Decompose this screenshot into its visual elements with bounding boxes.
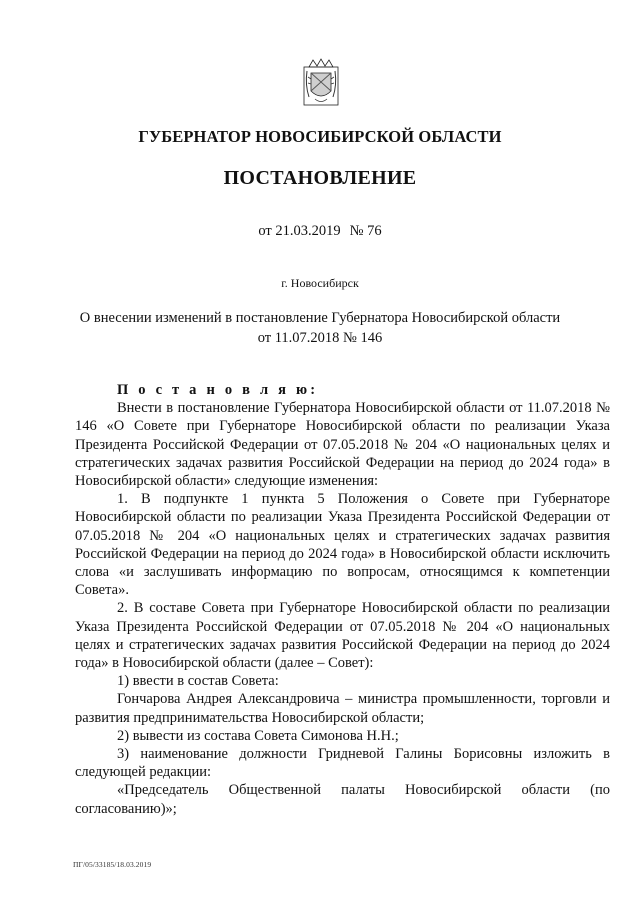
document-date-number [0,223,640,240]
subject-line: О внесении изменений в постановление Губернатора Новосибирской области [79,310,561,326]
document-code: ПГ/05/33185/18.03.2019 [73,860,152,869]
document-type: ПОСТАНОВЛЕНИЕ [223,167,417,189]
document-date: от 21.03.2019 [258,223,341,239]
document-number: № 76 [349,223,382,239]
body-paragraph: 2) вывести из состава Совета Симонова Н.Н.; [117,727,399,744]
body-paragraph: 1) ввести в состав Совета: [117,673,279,690]
body-paragraph: 2. В составе Совета при Губернаторе Новосибирской области по реализации Указа Президента Российской Федерации от 07.05.2018 № 204 «О национальных целях и стратегических задачах развития Российской Федерации на период до 2024 года» в Новосибирской области (далее – Совет): [75,600,610,672]
document-subject [0,308,640,348]
document-city: г. Новосибирск [281,276,359,290]
issuing-authority: ГУБЕРНАТОР НОВОСИБИРСКОЙ ОБЛАСТИ [138,127,502,146]
coat-of-arms-icon [303,57,339,107]
body-paragraph: Внести в постановление Губернатора Новосибирской области от 11.07.2018 № 146 «О Совете при Губернаторе Новосибирской области по реализации Указа Президента Российской Федерации от 07.05.2018 № 204 «О национальных целях и стратегических задачах развития Российской Федерации на период до 2024 года» в Новосибирской области» следующие изменения: [75,400,610,490]
subject-line: от 11.07.2018 № 146 [257,330,383,346]
body-paragraph: 1. В подпункте 1 пункта 5 Положения о Совете при Губернаторе Новосибирской области по реализации Указа Президента Российской Федерации от 07.05.2018 № 204 «О национальных целях и стратегических задачах развития Российской Федерации на период до 2024 года» в Новосибирской области исключить слова «и заслушивать информацию по вопросам, относящимся к компетенции Совета». [75,491,610,599]
body-paragraph: «Председатель Общественной палаты Новосибирской области (по согласованию)»; [75,782,610,817]
document-body [75,381,610,818]
body-paragraph: 3) наименование должности Гридневой Галины Борисовны изложить в следующей редакции: [75,746,610,781]
operative-phrase: П о с т а н о в л я ю: [117,382,319,398]
body-paragraph: Гончарова Андрея Александровича – министра промышленности, торговли и развития предпринимательства Новосибирской области; [75,691,610,726]
